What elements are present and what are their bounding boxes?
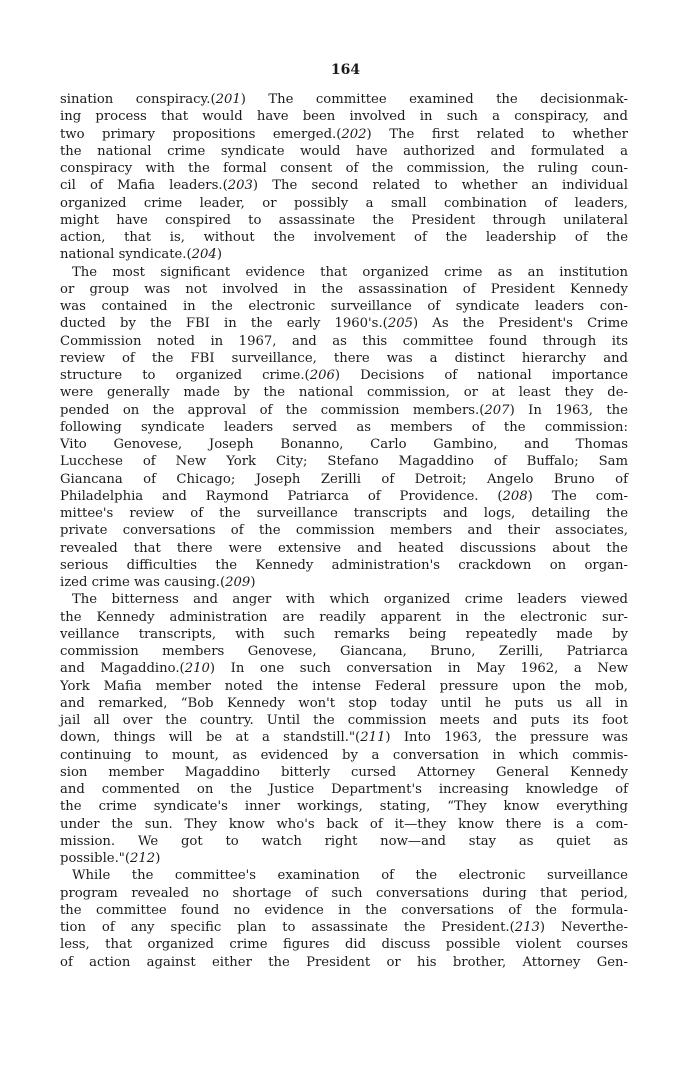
text-line: Philadelphia and Raymond Patriarca of Providence. (208) The com- xyxy=(60,488,628,504)
text-line: sion member Magaddino bitterly cursed Attorney General Kennedy xyxy=(60,764,628,780)
text-line: sination conspiracy.(201) The committee examined the decisionmak- xyxy=(60,92,629,107)
text-line: and Magaddino.(210) In one such conversation in May 1962, a New xyxy=(60,661,628,677)
text-line: ized crime was causing.(209) xyxy=(60,575,256,590)
text-line: mission. We got to watch right now—and stay as quiet as xyxy=(60,833,628,849)
text-line: action, that is, without the involvement of the leadership of the xyxy=(60,230,628,245)
citation-number: 212 xyxy=(130,851,156,866)
text-line: structure to organized crime.(206) Decisions of national importance xyxy=(60,368,628,383)
text-line: York Mafia member noted the intense Federal pressure upon the mob, xyxy=(60,678,628,694)
text-line: While the committee's examination of the electronic surveillance xyxy=(72,868,628,884)
citation-number: 202 xyxy=(341,126,367,142)
text-line: Commission noted in 1967, and as this committee found through its xyxy=(60,333,628,349)
text-line: ducted by the FBI in the early 1960's.(205) As the President's Crime xyxy=(60,316,629,332)
text-line: possible."(212) xyxy=(60,851,161,866)
text-line: program revealed no shortage of such conversations during that period, xyxy=(60,885,628,901)
text-line: the Kennedy administration are readily apparent in the electronic sur- xyxy=(60,609,628,625)
text-line: or group was not involved in the assassination of President Kennedy xyxy=(60,281,628,297)
text-line: under the sun. They know who's back of it—they know there is a com- xyxy=(60,816,628,832)
page-number: 164 xyxy=(330,62,361,78)
citation-number: 204 xyxy=(191,247,217,263)
text-line: less, that organized crime figures did discuss possible violent courses xyxy=(60,937,628,953)
text-line: Lucchese of New York City; Stefano Magaddino of Buffalo; Sam xyxy=(60,454,628,470)
body-text xyxy=(60,91,628,971)
text-line: cil of Mafia leaders.(203) The second related to whether an individual xyxy=(60,178,628,194)
citation-number: 209 xyxy=(225,575,251,590)
text-line: serious difficulties the Kennedy administration's crackdown on organ- xyxy=(60,557,628,573)
text-line: continuing to mount, as evidenced by a conversation in which commis- xyxy=(60,747,628,763)
text-line: mittee's review of the surveillance transcripts and logs, detailing the xyxy=(60,506,628,521)
text-line: and remarked, “Bob Kennedy won't stop today until he puts us all in xyxy=(60,695,628,711)
text-line: ing process that would have been involved in such a conspiracy, and xyxy=(60,109,628,125)
text-line: The most significant evidence that organized crime as an institution xyxy=(72,264,628,280)
text-line: following syndicate leaders served as members of the commission: xyxy=(60,419,628,435)
text-line: down, things will be at a standstill."(211) Into 1963, the pressure was xyxy=(60,730,628,746)
citation-number: 201 xyxy=(215,92,241,107)
text-line: The bitterness and anger with which organized crime leaders viewed xyxy=(72,592,628,608)
text-line: and commented on the Justice Department's increasing knowledge of xyxy=(60,782,628,797)
text-line: the crime syndicate's inner workings, stating, “They know everything xyxy=(60,799,628,815)
text-line: the committee found no evidence in the conversations of the formula- xyxy=(60,902,628,918)
text-line: Vito Genovese, Joseph Bonanno, Carlo Gambino, and Thomas xyxy=(60,437,628,452)
text-line: was contained in the electronic surveillance of syndicate leaders con- xyxy=(60,299,628,314)
text-line: tion of any specific plan to assassinate the President.(213) Neverthe- xyxy=(60,920,628,935)
text-line: commission members Genovese, Giancana, Bruno, Zerilli, Patriarca xyxy=(60,644,628,659)
text-line: Giancana of Chicago; Joseph Zerilli of Detroit; Angelo Bruno of xyxy=(60,471,628,487)
text-line: private conversations of the commission members and their associates, xyxy=(60,523,628,539)
text-line: veillance transcripts, with such remarks being repeatedly made by xyxy=(60,626,628,642)
text-line: the national crime syndicate would have authorized and formulated a xyxy=(60,143,628,159)
text-line: review of the FBI surveillance, there was a distinct hierarchy and xyxy=(60,350,628,366)
text-line: organized crime leader, or possibly a small combination of leaders, xyxy=(60,195,628,211)
text-line: pended on the approval of the commission members.(207) In 1963, the xyxy=(60,402,628,418)
citation-number: 208 xyxy=(502,488,528,504)
citation-number: 213 xyxy=(514,920,540,935)
citation-number: 203 xyxy=(227,178,253,194)
citation-number: 210 xyxy=(184,661,210,677)
text-line: conspiracy with the formal consent of the commission, the ruling coun- xyxy=(60,161,628,176)
citation-number: 205 xyxy=(387,316,413,332)
text-line: revealed that there were extensive and heated discussions about the xyxy=(60,540,628,556)
text-line: of action against either the President or his brother, Attorney Gen- xyxy=(60,954,628,970)
text-line: were generally made by the national commission, or at least they de- xyxy=(60,385,628,401)
citation-number: 207 xyxy=(484,402,510,418)
citation-number: 211 xyxy=(360,730,386,746)
text-line: jail all over the country. Until the commission meets and puts its foot xyxy=(60,713,628,728)
citation-number: 206 xyxy=(309,368,335,383)
text-line: national syndicate.(204) xyxy=(60,247,222,263)
text-line: two primary propositions emerged.(202) The first related to whether xyxy=(60,126,628,142)
text-line: might have conspired to assassinate the President through unilateral xyxy=(60,212,628,228)
